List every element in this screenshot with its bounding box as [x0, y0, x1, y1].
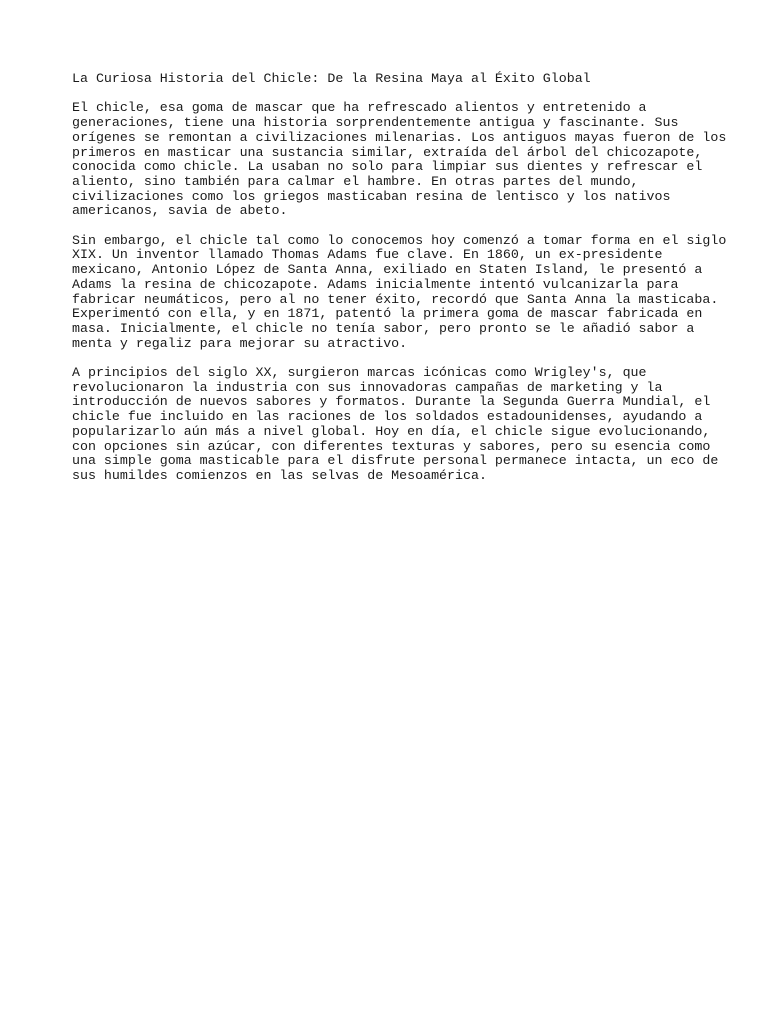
- document-page: [72, 71, 727, 498]
- paragraph-2: Sin embargo, el chicle tal como lo conocemos hoy comenzó a tomar forma en el siglo XIX. Un inventor llamado Thomas Adams fue clave. En 1860, un ex-presidente mexicano, Antonio López de Santa Anna, exiliado en Staten Island, le presentó a Adams la resina de chicozapote. Adams inicialmente intentó vulcanizarla para fabricar neumáticos, pero al no tener éxito, recordó que Santa Anna la masticaba. Experimentó con ella, y en 1871, patentó la primera goma de mascar fabricada en masa. Inicialmente, el chicle no tenía sabor, pero pronto se le añadió sabor a menta y regaliz para mejorar su atractivo.: [72, 232, 727, 351]
- paragraph-1: El chicle, esa goma de mascar que ha refrescado alientos y entretenido a generaciones, tiene una historia sorprendentemente antigua y fascinante. Sus orígenes se remontan a civilizaciones milenarias. Los antiguos mayas fueron de los primeros en masticar una sustancia similar, extraída del árbol del chicozapote, conocida como chicle. La usaban no solo para limpiar sus dientes y refrescar el aliento, sino también para calmar el hambre. En otras partes del mundo, civilizaciones como los griegos masticaban resina de lentisco y los nativos americanos, savia de abeto.: [72, 100, 727, 219]
- paragraph-3: A principios del siglo XX, surgieron marcas icónicas como Wrigley's, que revolucionaron la industria con sus innovadoras campañas de marketing y la introducción de nuevos sabores y formatos. Durante la Segunda Guerra Mundial, el chicle fue incluido en las raciones de los soldados estadounidenses, ayudando a popularizarlo aún más a nivel global. Hoy en día, el chicle sigue evolucionando, con opciones sin azúcar, con diferentes texturas y sabores, pero su esencia como una simple goma masticable para el disfrute personal permanece intacta, un eco de sus humildes comienzos en las selvas de Mesoamérica.: [72, 365, 719, 483]
- document-title: La Curiosa Historia del Chicle: De la Resina Maya al Éxito Global: [72, 71, 591, 86]
